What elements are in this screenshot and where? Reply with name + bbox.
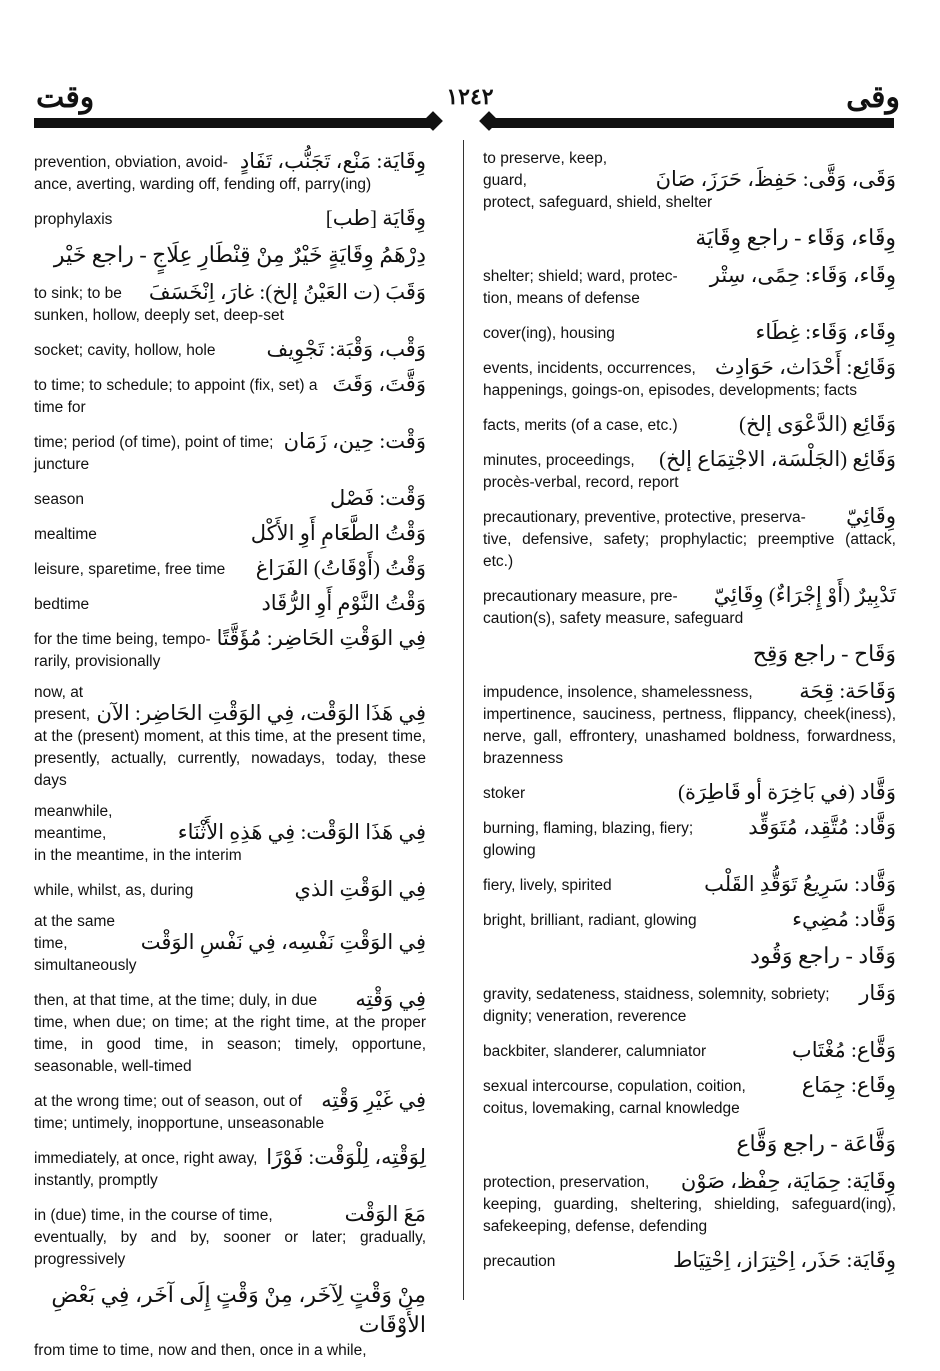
entry-english: now, at present, <box>34 684 91 723</box>
entry-english: to preserve, keep, guard, <box>483 150 608 189</box>
entry-english: then, at that time, at the time; duly, in due <box>34 992 318 1009</box>
entry-english: precautionary measure, pre- <box>483 588 678 605</box>
entry-english: stoker <box>483 785 526 802</box>
entry-arabic: وَقَّاد: مُتَّقِد، مُتَوَقِّد <box>748 815 896 839</box>
right-running-headword: وقى <box>846 81 900 114</box>
entry-english: bright, brilliant, radiant, glowing <box>483 912 697 929</box>
dictionary-entry <box>483 779 896 805</box>
entry-arabic: مَعَ الوَقْت <box>344 1202 426 1226</box>
page-number: ١٢٤٢ <box>446 84 494 109</box>
entry-arabic: وَقَّاد: مُضِيء <box>792 907 896 931</box>
entry-english: at the wrong time; out of season, out of <box>34 1093 302 1110</box>
entry-arabic: وَقَّتَ، وَقَتَ <box>332 372 426 396</box>
entry-english: socket; cavity, hollow, hole <box>34 342 216 359</box>
entry-english: in (due) time, in the course of time, <box>34 1207 273 1224</box>
dictionary-entry <box>34 1201 426 1271</box>
entry-english: impudence, insolence, shamelessness, <box>483 684 753 701</box>
entry-english: events, incidents, occurrences, <box>483 360 696 377</box>
entry-english: while, whilst, as, during <box>34 882 194 899</box>
entry-english-continuation: keeping, guarding, sheltering, shielding, safeguard(ing), safekeeping, defense, defending <box>483 1196 896 1235</box>
entry-arabic: دِرْهَمُ وِقَايَةٍ خَيْرٌ مِنْ قِنْطَارِ عِلَاجٍ - راجع خَيْر <box>53 242 426 267</box>
entry-arabic: وَقَى، وَقَّى: حَفِظَ، حَرَزَ، صَانَ <box>655 167 896 191</box>
entry-arabic: وَقْتُ (أَوْقَاتُ) الفَرَاغ <box>255 556 426 580</box>
entry-english: time; period (of time), point of time; <box>34 434 274 451</box>
entry-arabic: وِقَايَة [طب] <box>325 206 426 230</box>
entry-arabic: وِقَاء، وَقَاء: غِطَاء <box>755 320 896 344</box>
entry-arabic: وِقَائِيّ <box>846 504 896 528</box>
entry-arabic: وِقَايَة: حِمَايَة، حِفْظ، صَوْن <box>680 1169 896 1193</box>
entry-arabic: وَقَاد - راجع وَقُود <box>750 943 896 968</box>
entry-english: precautionary, preventive, protective, preserva- <box>483 509 806 526</box>
entry-english-continuation: time for <box>34 399 86 416</box>
entry-english: bedtime <box>34 596 90 613</box>
dictionary-entry <box>483 814 896 862</box>
dictionary-entry <box>34 371 426 419</box>
left-running-headword: وقت <box>36 81 95 114</box>
entry-english-continuation: in the meantime, in the interim <box>34 847 242 864</box>
page-header <box>0 80 940 120</box>
dictionary-entry <box>34 336 426 362</box>
entry-english-continuation: sunken, hollow, deeply set, deep-set <box>34 307 284 324</box>
dictionary-entry <box>34 485 426 511</box>
dictionary-entry <box>483 148 896 214</box>
entry-arabic: وِقَايَة: حَذَر، اِحْتِرَاز، اِحْتِيَاط <box>673 1248 896 1272</box>
entry-arabic: وَقْب، وَقْبَة: تَجْوِيف <box>266 337 426 361</box>
left-column <box>34 148 426 1371</box>
dictionary-entry <box>483 1037 896 1063</box>
entry-arabic: وَقَبَ (ت العَيْنُ إلخ): غارَ، اِنْخَسَفَ <box>148 280 426 304</box>
entry-arabic: وِقَاء، وَقَاء: حِمًى، سِتْر <box>709 263 896 287</box>
entry-english: fiery, lively, spirited <box>483 877 612 894</box>
entry-arabic: وَقْتُ الطَّعَامِ أَوِ الأَكْل <box>250 521 426 545</box>
entry-english: shelter; shield; ward, protec- <box>483 268 678 285</box>
entry-arabic: فِي وَقْتِه <box>355 987 426 1011</box>
entry-english-continuation: coitus, lovemaking, carnal knowledge <box>483 1100 740 1117</box>
dictionary-entry <box>483 503 896 573</box>
entry-english: facts, merits (of a case, etc.) <box>483 417 678 434</box>
dictionary-entry <box>34 279 426 327</box>
dictionary-entry <box>483 1129 896 1159</box>
entry-english-continuation: glowing <box>483 842 536 859</box>
entry-english-continuation: time, when due; on time; at the right time, at the proper time, in good time, in season; timely, opportune, seasonable, well-timed <box>34 1014 426 1075</box>
entry-arabic: فِي الوَقْتِ الحَاضِر: مُؤَقَّتًا <box>216 626 426 650</box>
column-divider <box>463 140 464 1300</box>
entry-english-continuation: dignity; veneration, reverence <box>483 1008 687 1025</box>
dictionary-entry <box>483 446 896 494</box>
header-rule-right <box>486 118 894 128</box>
dictionary-entry <box>34 1280 426 1362</box>
dictionary-entry <box>483 354 896 402</box>
entry-arabic: تَدْبِيرٌ (أَوْ إِجْرَاءٌ) وِقَائِيّ <box>713 583 896 607</box>
dictionary-entry <box>34 1087 426 1135</box>
entry-arabic: فِي الوَقْتِ الذي <box>294 877 426 901</box>
entry-english-continuation: eventually, by and by, sooner or later; gradually, progressively <box>34 1229 426 1268</box>
dictionary-entry <box>483 941 896 971</box>
entry-english: to time; to schedule; to appoint (fix, set) a <box>34 377 318 394</box>
dictionary-entry <box>34 520 426 546</box>
entry-english: leisure, sparetime, free time <box>34 561 226 578</box>
dictionary-entry <box>34 148 426 196</box>
entry-arabic: فِي غَيْرِ وَقْتِه <box>321 1088 426 1112</box>
entry-arabic: وِقَايَة: مَنْع، تَجَنُّب، تَفَادٍ <box>239 149 426 173</box>
dictionary-entry <box>483 1168 896 1238</box>
dictionary-entry <box>34 240 426 270</box>
dictionary-entry <box>483 980 896 1028</box>
entry-english: cover(ing), housing <box>483 325 615 342</box>
entry-english-continuation: tion, means of defense <box>483 290 640 307</box>
entry-english: to sink; to be <box>34 285 122 302</box>
entry-english: prevention, obviation, avoid- <box>34 154 228 171</box>
entry-arabic: مِنْ وَقْتٍ لِآخَر، مِنْ وَقْتٍ إِلَى آخَر، فِي بَعْضِ الأَوْقَات <box>51 1282 426 1337</box>
entry-english: season <box>34 491 84 508</box>
dictionary-entry <box>483 906 896 932</box>
dictionary-entry <box>483 871 896 897</box>
dictionary-entry <box>34 682 426 792</box>
entry-english: at the same time, <box>34 913 115 952</box>
entry-english: for the time being, tempo- <box>34 631 211 648</box>
entry-english: meanwhile, meantime, <box>34 803 113 842</box>
dictionary-entry <box>483 1072 896 1120</box>
dictionary-entry <box>34 590 426 616</box>
entry-arabic: وَقْت: حِين، زَمَان <box>283 429 426 453</box>
dictionary-entry <box>34 1144 426 1192</box>
entry-english: burning, flaming, blazing, fiery; <box>483 820 694 837</box>
dictionary-entry <box>483 639 896 669</box>
entry-arabic: وِقَاع: جِمَاع <box>801 1073 896 1097</box>
entry-arabic: وَقَّاد: سَرِيعُ تَوَقُّدِ القَلْب <box>704 872 896 896</box>
entry-english-continuation: at the (present) moment, at this time, at the present time, presently, actually, currently, nowadays, today, these days <box>34 728 426 789</box>
entry-arabic: وَقَائِع (الجَلْسَة، الاجْتِمَاع إلخ) <box>659 447 896 471</box>
entry-english-continuation: tive, defensive, safety; prophylactic; preemptive (attack, etc.) <box>483 531 896 570</box>
entry-arabic: وَقَّاعَة - راجع وَقَّاع <box>736 1131 896 1156</box>
dictionary-entry <box>34 801 426 867</box>
entry-arabic: وَقَاحَة: قِحَة <box>799 679 896 703</box>
entry-english: sexual intercourse, copulation, coition, <box>483 1078 746 1095</box>
entry-english-continuation: time; untimely, inopportune, unseasonable <box>34 1115 325 1132</box>
entry-english-continuation: from time to time, now and then, once in a while, <box>34 1342 367 1359</box>
dictionary-entry <box>34 625 426 673</box>
entry-arabic: وَقَائِع: أَحْدَاث، حَوَادِث <box>715 355 896 379</box>
dictionary-entry <box>483 582 896 630</box>
entry-english-continuation: happenings, goings-on, episodes, developments; facts <box>483 382 857 399</box>
entry-english-continuation: instantly, promptly <box>34 1172 158 1189</box>
entry-english: mealtime <box>34 526 97 543</box>
entry-english-continuation: protect, safeguard, shield, shelter <box>483 194 713 211</box>
entry-english-continuation: rarily, provisionally <box>34 653 161 670</box>
entry-english-continuation: impertinence, sauciness, pertness, flippancy, cheek(iness), nerve, gall, effrontery, unashamed boldness, forwardness, brazenness <box>483 706 896 767</box>
entry-english-continuation: caution(s), safety measure, safeguard <box>483 610 744 627</box>
entry-arabic: وَقْتُ النَّوْمِ أَوِ الرُّقَاد <box>261 591 426 615</box>
dictionary-entry <box>34 428 426 476</box>
dictionary-entry <box>483 223 896 253</box>
dictionary-entry <box>34 205 426 231</box>
dictionary-entry <box>483 1247 896 1273</box>
dictionary-entry <box>483 319 896 345</box>
entry-arabic: وَقَّاع: مُغْتَاب <box>791 1038 896 1062</box>
entry-english: gravity, sedateness, staidness, solemnity, sobriety; <box>483 986 830 1003</box>
entry-english: protection, preservation, <box>483 1174 650 1191</box>
dictionary-entry <box>483 411 896 437</box>
dictionary-entry <box>34 876 426 902</box>
entry-english-continuation: simultaneously <box>34 957 137 974</box>
entry-english-continuation: procès-verbal, record, report <box>483 474 679 491</box>
entry-arabic: وَقَّاد (في بَاخِرَة أو قَاطِرَة) <box>678 780 896 804</box>
dictionary-entry <box>483 678 896 770</box>
entry-arabic: فِي الوَقْتِ نَفْسِه، فِي نَفْسِ الوَقْت <box>140 930 426 954</box>
entry-arabic: وَقَار <box>859 981 896 1005</box>
entry-english: prophylaxis <box>34 211 113 228</box>
entry-english-continuation: juncture <box>34 456 90 473</box>
entry-arabic: وَقْت: فَصْل <box>329 486 426 510</box>
dictionary-entry <box>34 911 426 977</box>
dictionary-entry <box>483 262 896 310</box>
entry-arabic: فِي هَذَا الوَقْت، فِي الوَقْتِ الحَاضِر: الآن <box>96 701 426 725</box>
entry-arabic: وَقَائِع (الدَّعْوَى إلخ) <box>739 412 896 436</box>
entry-english: precaution <box>483 1253 556 1270</box>
header-rule-left <box>34 118 432 128</box>
entry-english: immediately, at once, right away, <box>34 1150 258 1167</box>
entry-arabic: وِقَاء، وَقَاء - راجع وِقَايَة <box>695 225 896 250</box>
dictionary-entry <box>34 986 426 1078</box>
entry-arabic: لِوَقْتِه، لِلْوَقْت: فَوْرًا <box>266 1145 426 1169</box>
entry-english: minutes, proceedings, <box>483 452 635 469</box>
entry-arabic: وَقَاح - راجع وَقِح <box>752 641 896 666</box>
right-column <box>483 148 896 1282</box>
dictionary-entry <box>34 555 426 581</box>
entry-arabic: فِي هَذَا الوَقْت: فِي هَذِهِ الأَثْنَاء <box>177 820 426 844</box>
entry-english-continuation: ance, averting, warding off, fending off, parry(ing) <box>34 176 372 193</box>
entry-english: backbiter, slanderer, calumniator <box>483 1043 707 1060</box>
